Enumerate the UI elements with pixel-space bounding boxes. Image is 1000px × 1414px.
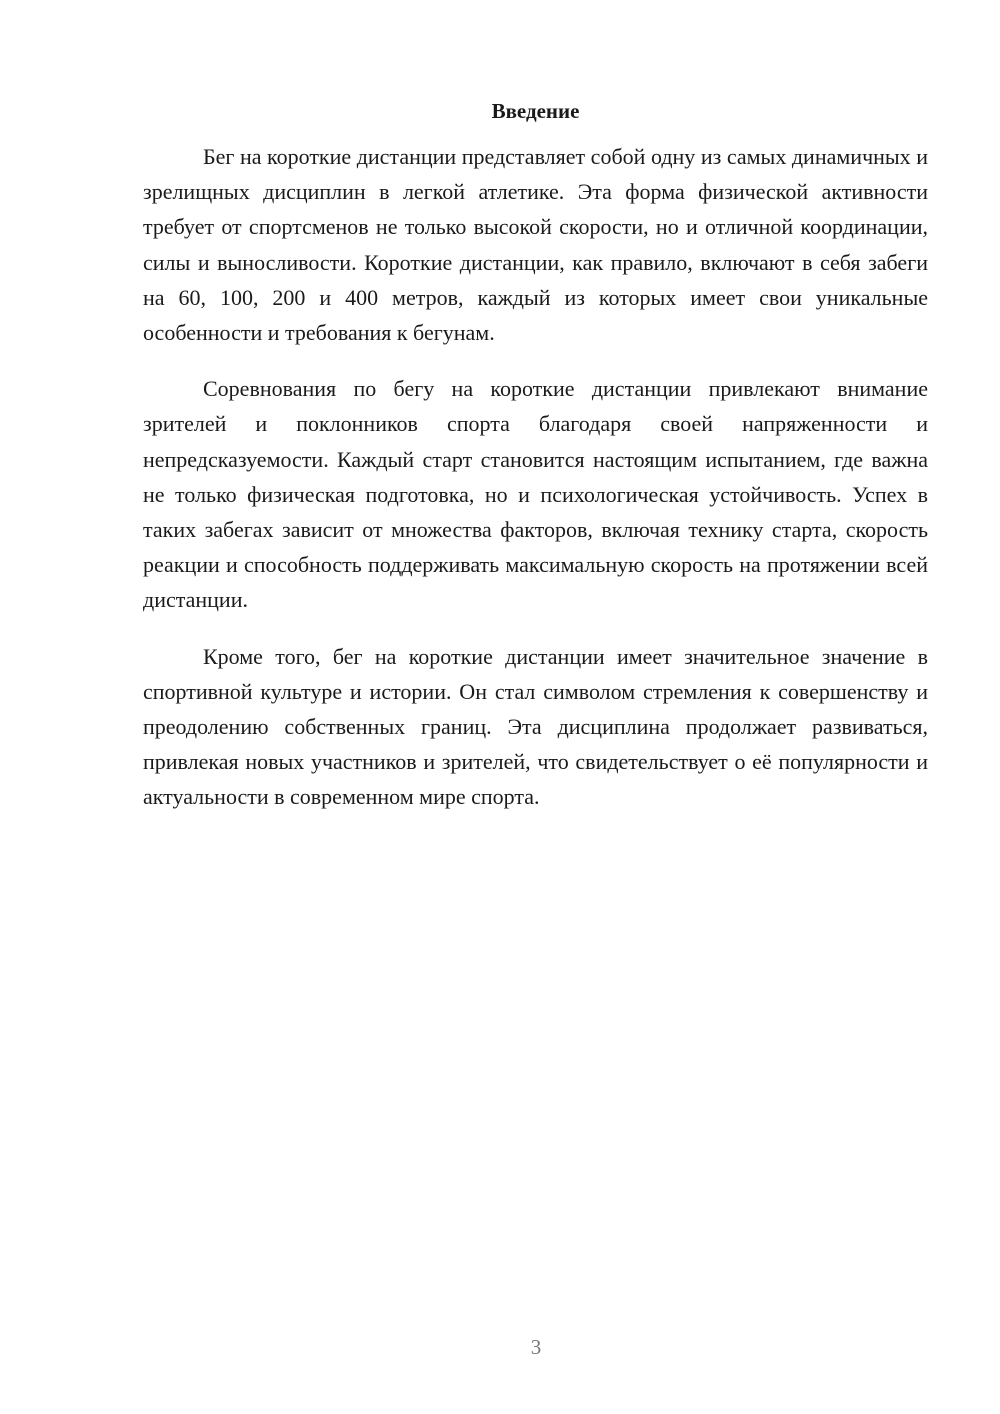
paragraph-1: Бег на короткие дистанции представляет собой одну из самых динамичных и зрелищных дисциплин в легкой атлетике. Эта форма физической активности требует от спортсменов не только высокой скорости, но и отличной координации, силы и выносливости. Короткие дистанции, как правило, включают в себя забеги на 60, 100, 200 и 400 метров, каждый из которых имеет свои уникальные особенности и требования к бегунам. [143, 144, 928, 346]
paragraph-2: Соревнования по бегу на короткие дистанции привлекают внимание зрителей и поклонников спорта благодаря своей напряженности и непредсказуемости. Каждый старт становится настоящим испытанием, где важна не только физическая подготовка, но и психологическая устойчивость. Успех в таких забегах зависит от множества факторов, включая технику старта, скорость реакции и способность поддерживать максимальную скорость на протяжении всей дистанции. [143, 376, 928, 613]
paragraph-3: Кроме того, бег на короткие дистанции имеет значительное значение в спортивной культуре и истории. Он стал символом стремления к совершенству и преодолению собственных границ. Эта дисциплина продолжает развиваться, привлекая новых участников и зрителей, что свидетельствует о её популярности и актуальности в современном мире спорта. [143, 643, 928, 810]
section-heading: Введение [491, 99, 580, 123]
page-number: 3 [530, 1335, 542, 1359]
page-content [143, 93, 928, 836]
